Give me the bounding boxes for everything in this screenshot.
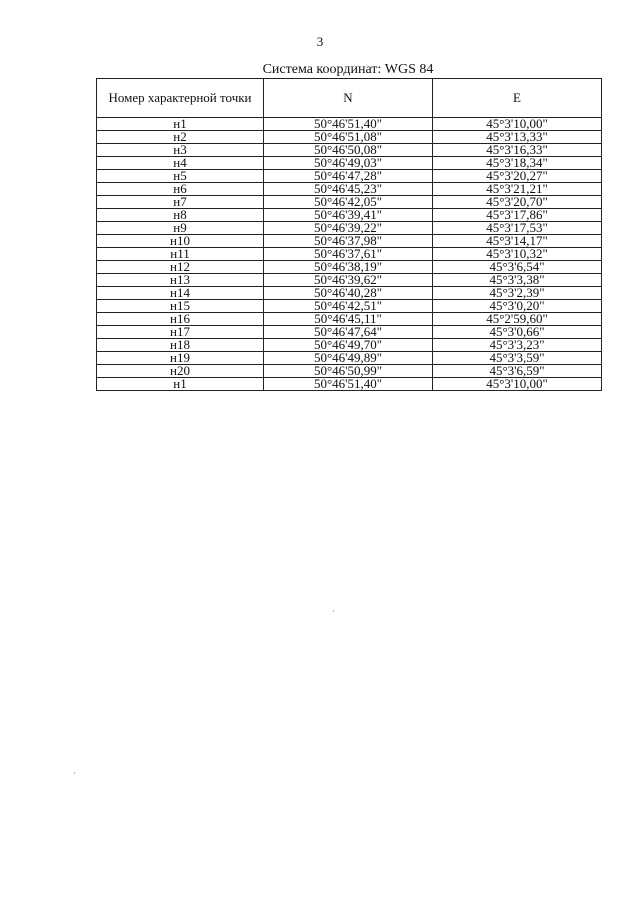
point-cell: н12	[97, 261, 264, 274]
e-cell: 45°3'3,23"	[433, 339, 602, 352]
page-number: 3	[316, 34, 324, 49]
n-cell: 50°46'50,08"	[264, 144, 433, 157]
e-cell: 45°3'17,86"	[433, 209, 602, 222]
e-cell: 45°3'10,00"	[433, 378, 602, 391]
e-cell: 45°3'0,20"	[433, 300, 602, 313]
n-cell: 50°46'38,19"	[264, 261, 433, 274]
n-cell: 50°46'50,99"	[264, 365, 433, 378]
point-cell: н14	[97, 287, 264, 300]
n-cell: 50°46'39,41"	[264, 209, 433, 222]
table-header-row	[97, 79, 602, 118]
n-cell: 50°46'49,89"	[264, 352, 433, 365]
header-longitude-e: E	[433, 79, 602, 118]
table-body	[97, 118, 602, 391]
n-cell: 50°46'39,22"	[264, 222, 433, 235]
e-cell: 45°3'18,34"	[433, 157, 602, 170]
point-cell: н1	[97, 118, 264, 131]
point-cell: н2	[97, 131, 264, 144]
e-cell: 45°3'13,33"	[433, 131, 602, 144]
e-cell: 45°3'6,59"	[433, 365, 602, 378]
e-cell: 45°3'6,54"	[433, 261, 602, 274]
n-cell: 50°46'47,28"	[264, 170, 433, 183]
point-cell: н11	[97, 248, 264, 261]
point-cell: н8	[97, 209, 264, 222]
point-cell: н6	[97, 183, 264, 196]
scan-speck	[74, 772, 75, 774]
point-cell: н9	[97, 222, 264, 235]
n-cell: 50°46'49,70"	[264, 339, 433, 352]
point-cell: н7	[97, 196, 264, 209]
point-cell: н19	[97, 352, 264, 365]
point-cell: н10	[97, 235, 264, 248]
e-cell: 45°3'10,00"	[433, 118, 602, 131]
point-cell: н15	[97, 300, 264, 313]
point-cell: н13	[97, 274, 264, 287]
n-cell: 50°46'39,62"	[264, 274, 433, 287]
n-cell: 50°46'49,03"	[264, 157, 433, 170]
n-cell: 50°46'47,64"	[264, 326, 433, 339]
n-cell: 50°46'42,05"	[264, 196, 433, 209]
n-cell: 50°46'42,51"	[264, 300, 433, 313]
n-cell: 50°46'51,08"	[264, 131, 433, 144]
n-cell: 50°46'37,98"	[264, 235, 433, 248]
e-cell: 45°3'0,66"	[433, 326, 602, 339]
e-cell: 45°3'21,21"	[433, 183, 602, 196]
n-cell: 50°46'40,28"	[264, 287, 433, 300]
e-cell: 45°3'3,59"	[433, 352, 602, 365]
point-cell: н5	[97, 170, 264, 183]
header-latitude-n: N	[264, 79, 433, 118]
e-cell: 45°3'20,70"	[433, 196, 602, 209]
n-cell: 50°46'45,23"	[264, 183, 433, 196]
e-cell: 45°3'20,27"	[433, 170, 602, 183]
n-cell: 50°46'45,11"	[264, 313, 433, 326]
point-cell: н3	[97, 144, 264, 157]
e-cell: 45°3'10,32"	[433, 248, 602, 261]
coordinates-table	[96, 78, 602, 391]
point-cell: н1	[97, 378, 264, 391]
e-cell: 45°3'17,53"	[433, 222, 602, 235]
scan-speck	[333, 610, 334, 612]
e-cell: 45°3'14,17"	[433, 235, 602, 248]
e-cell: 45°3'2,39"	[433, 287, 602, 300]
n-cell: 50°46'51,40"	[264, 378, 433, 391]
n-cell: 50°46'51,40"	[264, 118, 433, 131]
point-cell: н20	[97, 365, 264, 378]
table-row	[97, 378, 602, 391]
point-cell: н18	[97, 339, 264, 352]
e-cell: 45°3'16,33"	[433, 144, 602, 157]
point-cell: н16	[97, 313, 264, 326]
header-point-number: Номер характерной точки	[97, 79, 264, 118]
point-cell: н17	[97, 326, 264, 339]
n-cell: 50°46'37,61"	[264, 248, 433, 261]
e-cell: 45°2'59,60"	[433, 313, 602, 326]
coordinate-system-caption: Система координат: WGS 84	[262, 62, 434, 77]
e-cell: 45°3'3,38"	[433, 274, 602, 287]
point-cell: н4	[97, 157, 264, 170]
